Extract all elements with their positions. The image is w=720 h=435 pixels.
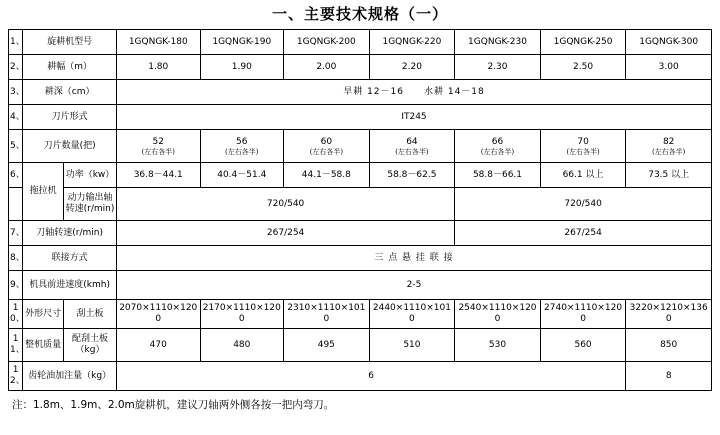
- cell-power-7: 73.5 以上: [626, 163, 712, 188]
- cell-blade-count-7: [626, 130, 712, 163]
- cell-dimension-4: 2440×1110×1010: [369, 300, 455, 329]
- cell-blade-count-3: [284, 130, 370, 163]
- row-number: 7、: [9, 221, 23, 246]
- cell-power-6: 66.1 以上: [540, 163, 626, 188]
- cell-dimension-1: 2070×1110×1200: [116, 300, 200, 329]
- row-label-width: 耕幅（m）: [23, 55, 117, 80]
- blade-count-value: 70: [577, 136, 589, 147]
- cell-dimension-3: 2310×1110×1010: [284, 300, 370, 329]
- cell-model-6: 1GQNGK-250: [540, 30, 626, 55]
- row-label-tractor: 拖拉机: [23, 163, 64, 221]
- cell-shaft-speed-left: 267/254: [116, 221, 454, 246]
- cell-dimension-6: 2740×1110×1200: [540, 300, 626, 329]
- cell-dimension-2: 2170×1110×1200: [200, 300, 284, 329]
- cell-mass-7: 850: [626, 329, 712, 362]
- cell-width-6: 2.50: [540, 55, 626, 80]
- row-label-oil: 齿轮油加注量（kg）: [23, 362, 117, 391]
- row-label-hitch: 联接方式: [23, 246, 117, 271]
- row-label-power: 功率（kw）: [64, 163, 117, 188]
- table-row: [9, 55, 712, 80]
- blade-count-value: 56: [236, 136, 248, 147]
- blade-count-sub: (左右各半): [309, 147, 344, 156]
- cell-mass-2: 480: [200, 329, 284, 362]
- blade-count-value: 66: [491, 136, 504, 147]
- cell-width-4: 2.20: [369, 55, 455, 80]
- cell-shaft-speed-right: 267/254: [455, 221, 712, 246]
- cell-depth-value: 旱耕 12－16 水耕 14－18: [116, 80, 711, 105]
- blade-count-value: 60: [320, 136, 333, 147]
- table-row: [9, 329, 712, 362]
- cell-power-3: 44.1－58.8: [284, 163, 370, 188]
- row-number: 9、: [9, 271, 23, 300]
- cell-model-7: 1GQNGK-300: [626, 30, 712, 55]
- table-row: [9, 188, 712, 221]
- row-number: 4、: [9, 105, 23, 130]
- row-number: 12、: [9, 362, 23, 391]
- blade-count-value: 82: [662, 136, 675, 147]
- row-number: 2、: [9, 55, 23, 80]
- cell-width-7: 3.00: [626, 55, 712, 80]
- row-number: 11、: [9, 329, 23, 362]
- table-row: [9, 30, 712, 55]
- cell-model-3: 1GQNGK-200: [284, 30, 370, 55]
- cell-oil-right: 8: [626, 362, 712, 391]
- row-label-blade-count: 刀片数量(把): [23, 130, 117, 163]
- cell-model-1: 1GQNGK-180: [116, 30, 200, 55]
- page-title: 一、主要技术规格（一）: [271, 5, 448, 23]
- cell-blade-count-4: [369, 130, 455, 163]
- cell-blade-type-value: IT245: [116, 105, 711, 130]
- table-row: [9, 221, 712, 246]
- blade-count-value: 52: [152, 136, 164, 147]
- blade-count-sub: (左右各半): [651, 147, 686, 156]
- cell-speed-value: 2-5: [116, 271, 711, 300]
- row-number: 3、: [9, 80, 23, 105]
- cell-mass-3: 495: [284, 329, 370, 362]
- cell-dimension-5: 2540×1110×1200: [455, 300, 541, 329]
- row-label-mass: 整机质量: [23, 329, 64, 362]
- cell-width-5: 2.30: [455, 55, 541, 80]
- row-number: 10、: [9, 300, 23, 329]
- row-number: 5、: [9, 130, 23, 163]
- row-label-shaft-speed: 刀轴转速(r/min): [23, 221, 117, 246]
- row-label-pto: 动力输出轴转速(r/min): [64, 188, 117, 221]
- cell-hitch-value: 三 点 悬 挂 联 接: [116, 246, 711, 271]
- cell-pto-right: 720/540: [455, 188, 712, 221]
- cell-mass-6: 560: [540, 329, 626, 362]
- table-row: [9, 300, 712, 329]
- cell-power-4: 58.8－62.5: [369, 163, 455, 188]
- cell-power-1: 36.8－44.1: [116, 163, 200, 188]
- row-number: 1、: [9, 30, 23, 55]
- cell-blade-count-5: [455, 130, 541, 163]
- cell-mass-5: 530: [455, 329, 541, 362]
- cell-power-5: 58.8－66.1: [455, 163, 541, 188]
- cell-width-1: 1.80: [116, 55, 200, 80]
- cell-model-2: 1GQNGK-190: [200, 30, 284, 55]
- cell-power-2: 40.4－51.4: [200, 163, 284, 188]
- table-row: [9, 80, 712, 105]
- cell-oil-left: 6: [116, 362, 625, 391]
- cell-blade-count-1: [116, 130, 200, 163]
- cell-blade-count-6: [540, 130, 626, 163]
- row-number-cont: [9, 188, 23, 221]
- cell-width-3: 2.00: [284, 55, 370, 80]
- specification-table: [8, 29, 712, 391]
- blade-count-value: 64: [406, 136, 418, 147]
- row-label-dimension: 外形尺寸: [23, 300, 64, 329]
- cell-mass-4: 510: [369, 329, 455, 362]
- table-row: [9, 105, 712, 130]
- row-label-blade-type: 刀片形式: [23, 105, 117, 130]
- cell-blade-count-2: [200, 130, 284, 163]
- blade-count-sub: (左右各半): [395, 147, 429, 156]
- cell-width-2: 1.90: [200, 55, 284, 80]
- row-sublabel-dimension: 刮土板: [64, 300, 117, 329]
- table-row: [9, 130, 712, 163]
- cell-model-4: 1GQNGK-220: [369, 30, 455, 55]
- row-label-speed: 机具前进速度(kmh): [23, 271, 117, 300]
- row-number: 6、: [9, 163, 23, 188]
- row-number: 8、: [9, 246, 23, 271]
- blade-count-sub: (左右各半): [566, 147, 600, 156]
- row-label-depth: 耕深（cm）: [23, 80, 117, 105]
- cell-model-5: 1GQNGK-230: [455, 30, 541, 55]
- blade-count-sub: (左右各半): [225, 147, 259, 156]
- footnote: 注：1.8m、1.9m、2.0m旋耕机，建议刀轴两外侧各按一把内弯刀。: [12, 399, 335, 411]
- table-row: [9, 271, 712, 300]
- cell-dimension-7: 3220×1210×1360: [626, 300, 712, 329]
- cell-mass-1: 470: [116, 329, 200, 362]
- blade-count-sub: (左右各半): [141, 147, 175, 156]
- table-row: [9, 163, 712, 188]
- row-sublabel-mass: 配刮土板（kg）: [64, 329, 117, 362]
- table-row: [9, 362, 712, 391]
- cell-pto-left: 720/540: [116, 188, 454, 221]
- row-label-model: 旋耕机型号: [23, 30, 117, 55]
- blade-count-sub: (左右各半): [480, 147, 515, 156]
- table-row: [9, 246, 712, 271]
